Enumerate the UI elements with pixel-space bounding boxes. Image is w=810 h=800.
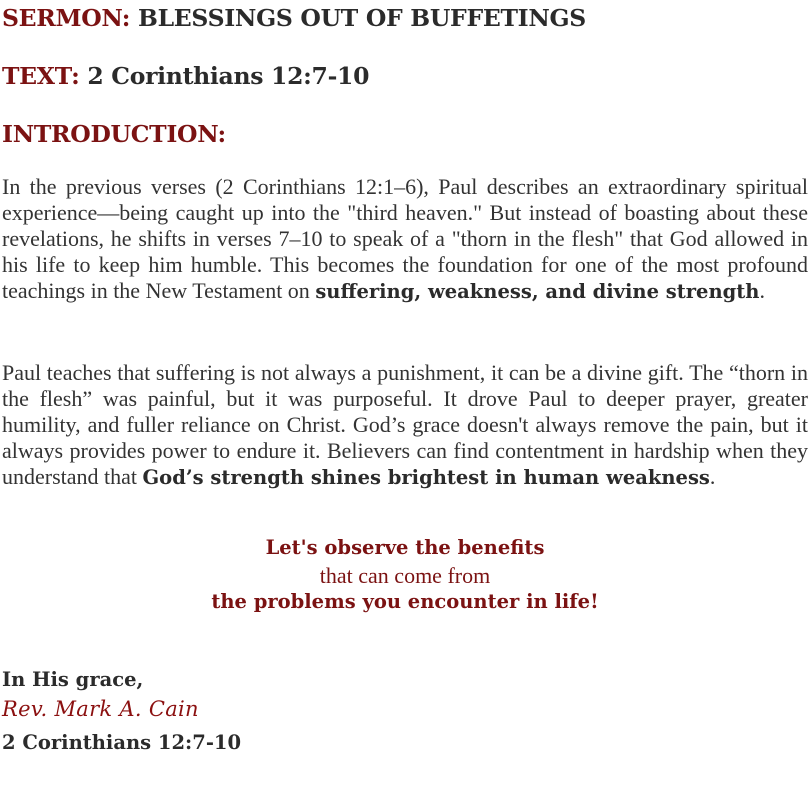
paragraph-2-emphasis: God’s strength shines brightest in human weakness [142, 466, 710, 489]
sermon-label: SERMON: [2, 4, 131, 32]
paragraph-1-end: . [759, 278, 765, 303]
callout-line-3: the problems you encounter in life! [211, 590, 599, 613]
signature-closing: In His grace, [2, 668, 144, 691]
intro-paragraph-1 [2, 174, 808, 305]
callout-line-2: that can come from [319, 563, 491, 588]
text-label: TEXT: [2, 62, 80, 90]
paragraph-1-emphasis: suffering, weakness, and divine strength [315, 280, 760, 303]
signature-name: Rev. Mark A. Cain [2, 697, 199, 721]
signature-reference: 2 Corinthians 12:7-10 [2, 731, 242, 754]
sermon-title [2, 4, 586, 32]
intro-paragraph-2 [2, 360, 808, 491]
paragraph-1-text: In the previous verses (2 Corinthians 12:1–6), Paul describes an extraordinary spiritual experience—being caught up into the "third heaven." But instead of boasting about these revelations, he shifts in verses 7–10 to speak of a "thorn in the flesh" that God allowed in his life to keep him humble. This becomes the foundation for one of the most profound teachings in the New Testament on [2, 174, 808, 303]
paragraph-2-end: . [709, 464, 716, 489]
callout-line-1: Let's observe the benefits [265, 536, 545, 559]
scripture-reference: 2 Corinthians 12:7-10 [87, 62, 370, 90]
sermon-title-text: BLESSINGS OUT OF BUFFETINGS [138, 4, 586, 32]
introduction-heading: INTRODUCTION: [2, 120, 226, 148]
paragraph-2-text: Paul teaches that suffering is not always a punishment, it can be a divine gift. The “thorn in the flesh” was painful, but it was purposeful. It drove Paul to deeper prayer, greater humility, and fuller reliance on Christ. God’s grace doesn't always remove the pain, but it always provides power to endure it. Believers can find contentment in hardship when they understand that [2, 360, 808, 489]
scripture-text-heading [2, 62, 369, 90]
